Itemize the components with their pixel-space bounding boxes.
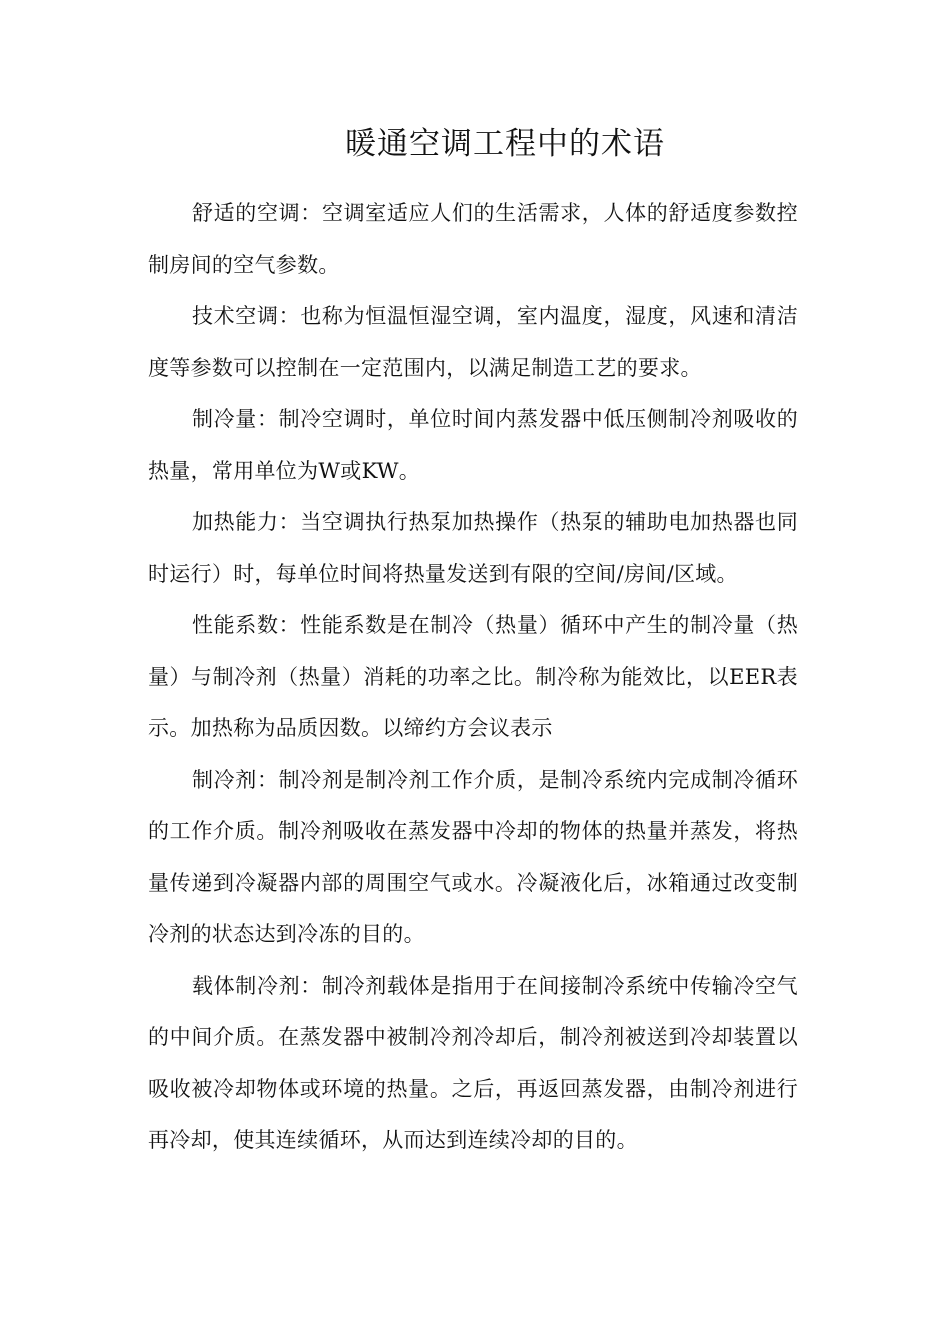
term-label: 载体制冷剂： [192, 973, 322, 998]
term-label: 制冷剂： [192, 767, 279, 792]
term-label: 舒适的空调： [192, 201, 322, 225]
term-label: 性能系数： [192, 613, 301, 637]
term-definition: 也称为恒温恒湿空调，室内温度，湿度，风速和清洁度等参数可以控制在一定范围内，以满足制造工艺的要求。 [148, 304, 798, 380]
term-definition: 制冷剂载体是指用于在间接制冷系统中传输冷空气的中间介质。在蒸发器中被制冷剂冷却后，制冷剂被送到冷却装置以吸收被冷却物体或环境的热量。之后，再返回蒸发器，由制冷剂进行再冷却，使其连续循环，从而达到连续冷却的目的。 [148, 973, 798, 1152]
paragraph-heating-capacity [148, 497, 798, 600]
term-label: 制冷量： [192, 407, 279, 431]
paragraph-refrigerant [148, 755, 798, 961]
term-definition: 空调室适应人们的生活需求，人体的舒适度参数控制房间的空气参数。 [148, 201, 798, 277]
paragraph-technical-ac [148, 291, 798, 394]
term-definition: 当空调执行热泵加热操作（热泵的辅助电加热器也同时运行）时，每单位时间将热量发送到有限的空间/房间/区域。 [148, 510, 798, 586]
document-body [148, 188, 798, 1167]
term-label: 技术空调： [192, 304, 301, 328]
paragraph-cooling-capacity [148, 394, 798, 497]
term-definition: 制冷空调时，单位时间内蒸发器中低压侧制冷剂吸收的热量，常用单位为W或KW。 [148, 407, 798, 483]
term-definition: 性能系数是在制冷（热量）循环中产生的制冷量（热量）与制冷剂（热量）消耗的功率之比。制冷称为能效比，以EER表示。加热称为品质因数。以缔约方会议表示 [148, 613, 798, 740]
paragraph-performance-coefficient [148, 600, 798, 755]
paragraph-comfort-ac [148, 188, 798, 291]
term-definition: 制冷剂是制冷剂工作介质，是制冷系统内完成制冷循环的工作介质。制冷剂吸收在蒸发器中冷却的物体的热量并蒸发，将热量传递到冷凝器内部的周围空气或水。冷凝液化后，冰箱通过改变制冷剂的状态达到冷冻的目的。 [148, 767, 798, 946]
term-label: 加热能力： [192, 510, 301, 534]
paragraph-secondary-refrigerant [148, 961, 798, 1167]
document-title: 暖通空调工程中的术语 [345, 126, 665, 162]
